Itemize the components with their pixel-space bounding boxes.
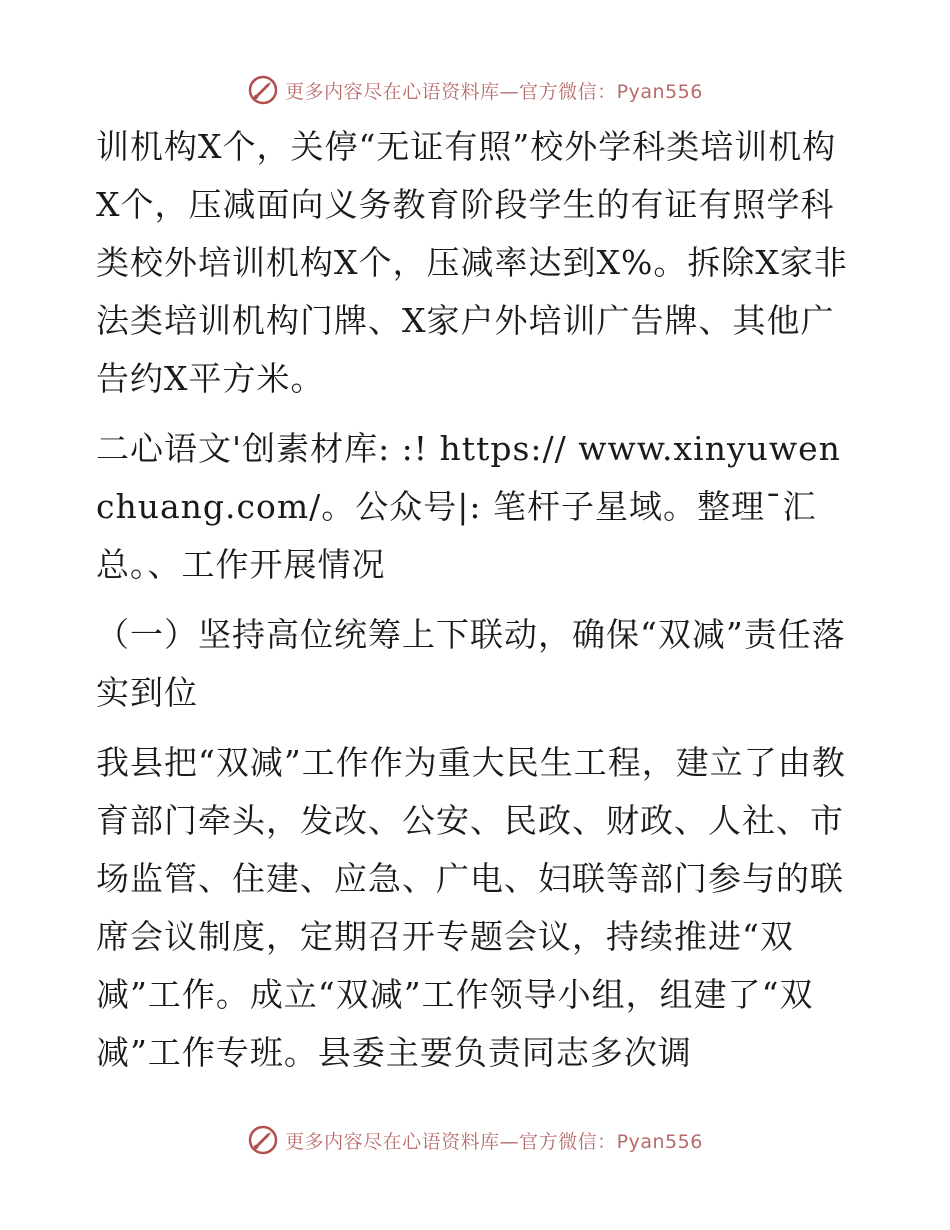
header-watermark-banner (0, 70, 950, 110)
footer-watermark-banner (0, 1120, 950, 1160)
section-heading: （一）坚持高位统筹上下联动，确保“双减”责任落实到位 (96, 615, 846, 712)
header-watermark-text: 更多内容尽在心语资料库—官方微信：Pyan556 (285, 80, 703, 103)
body-paragraph: 训机构X个，关停“无证有照”校外学科类培训机构X个，压减面向义务教育阶段学生的有证有照学科类校外培训机构X个，压减率达到X%。拆除X家非法类培训机构门牌、X家户外培训广告牌、其他广告约X平方米。 (96, 127, 848, 398)
footer-watermark-text: 更多内容尽在心语资料库—官方微信：Pyan556 (285, 1130, 703, 1153)
body-paragraph: 我县把“双减”工作作为重大民生工程，建立了由教育部门牵头，发改、公安、民政、财政、人社、市场监管、住建、应急、广电、妇联等部门参与的联席会议制度，定期召开专题会议，持续推进“双减”工作。成立“双减”工作领导小组，组建了“双减”工作专班。县委主要负责同志多次调 (96, 743, 846, 1072)
source-note-paragraph: 二心语文'创素材库: :! https:// www.xinyuwenchuang.com/。公众号|: 笔杆子星域。整理¯汇总。、工作开展情况 (96, 429, 841, 584)
brush-pen-logo-icon (247, 1124, 279, 1156)
document-body (96, 118, 856, 1082)
brush-pen-logo-icon (247, 74, 279, 106)
